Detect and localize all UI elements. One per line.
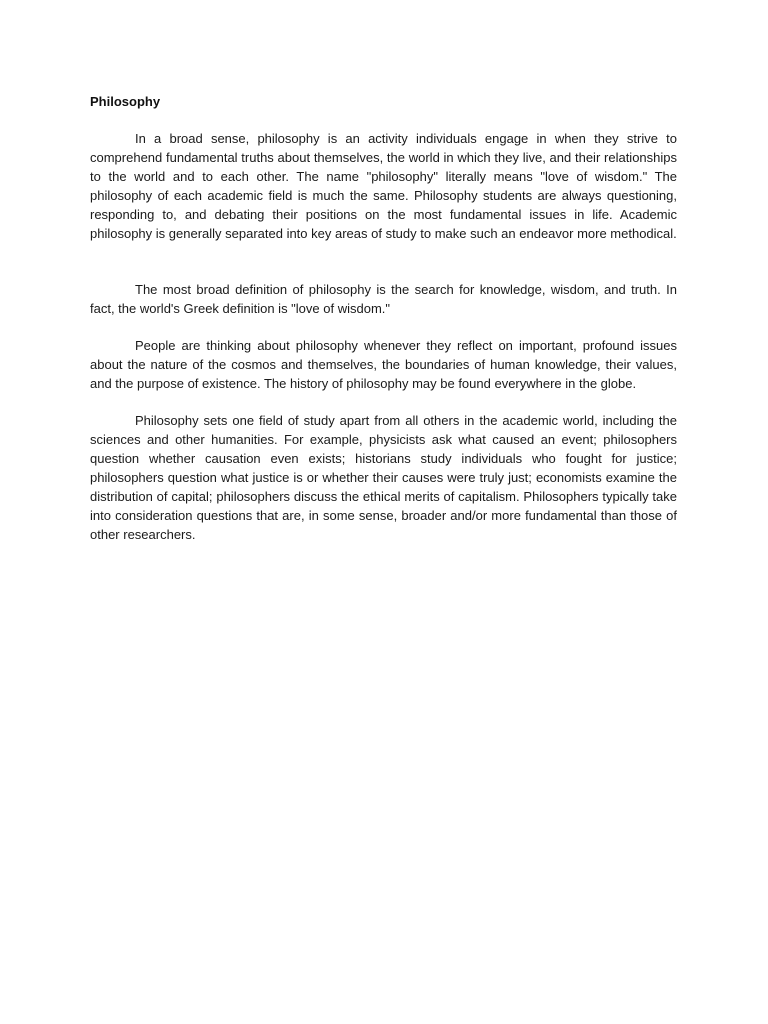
document-body: [90, 92, 677, 562]
paragraph-3: People are thinking about philosophy whenever they reflect on important, profound issues about the nature of the cosmos and themselves, the boundaries of human knowledge, their values, and the purpose of existence. The history of philosophy may be found everywhere in the globe.: [90, 338, 677, 391]
document-title: Philosophy: [90, 94, 161, 109]
paragraph-2: The most broad definition of philosophy is the search for knowledge, wisdom, and truth. In fact, the world's Greek definition is "love of wisdom.": [90, 282, 677, 316]
paragraph-4: Philosophy sets one field of study apart from all others in the academic world, including the sciences and other humanities. For example, physicists ask what caused an event; philosophers question whether causation even exists; historians study individuals who fought for justice; philosophers question what justice is or whether their causes were truly just; economists examine the distribution of capital; philosophers discuss the ethical merits of capitalism. Philosophers typically take into consideration questions that are, in some sense, broader and/or more fundamental than those of other researchers.: [90, 413, 677, 542]
paragraph-1: In a broad sense, philosophy is an activity individuals engage in when they strive to comprehend fundamental truths about themselves, the world in which they live, and their relationships to the world and to each other. The name "philosophy" literally means "love of wisdom." The philosophy of each academic field is much the same. Philosophy students are always questioning, responding to, and debating their positions on the most fundamental issues in life. Academic philosophy is generally separated into key areas of study to make such an endeavor more methodical.: [90, 131, 677, 241]
